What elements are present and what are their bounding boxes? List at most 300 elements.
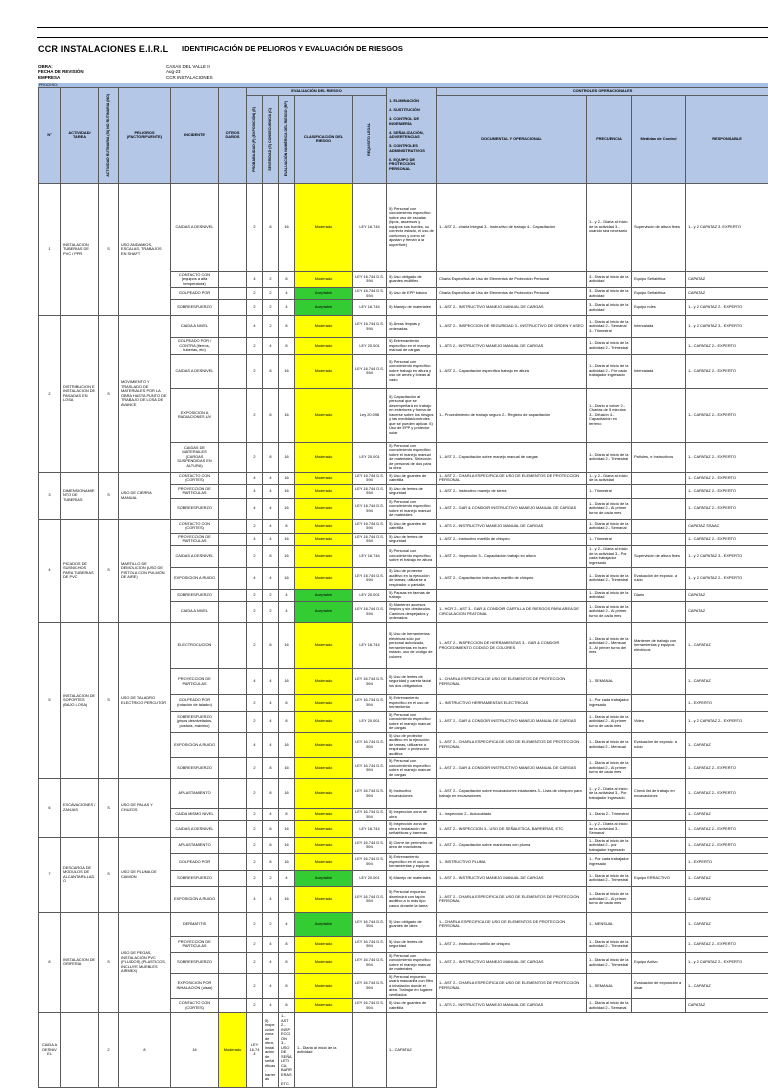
risk-matrix-table bbox=[38, 87, 768, 623]
control-measures-cell bbox=[632, 821, 686, 838]
probability-cell: 4 bbox=[247, 732, 263, 758]
risk-score-cell: 16 bbox=[279, 442, 295, 472]
probability-cell: 4 bbox=[247, 886, 263, 912]
legal-requirement-cell: LEY 20.001 bbox=[353, 589, 387, 601]
activity-cell: INSTALACION DE GRIFERIA bbox=[61, 912, 99, 1013]
other-damage-cell bbox=[219, 338, 247, 355]
frequency-cell: 1.- MENSUAL bbox=[587, 912, 632, 936]
control-measures-cell bbox=[632, 338, 686, 355]
probability-cell: 2 bbox=[247, 936, 263, 952]
control-measures-cell bbox=[632, 837, 686, 854]
other-damage-cell bbox=[219, 288, 247, 300]
operational-control-cell: 1.- AST 2.- INSTRUCTIVO MANEJO MANUAL DE CARGAS bbox=[437, 870, 587, 886]
responsible-cell: 1.- CAPATAZ 2.- EXPERTO bbox=[686, 472, 768, 484]
severity-cell: 4 bbox=[263, 999, 279, 1013]
operational-control-cell: 1.- AST 2.- GAR & CONDOIR INSTRUCTIVO MANEJO MANUAL DE CARGAS bbox=[437, 758, 587, 779]
info-value: CCR INSTALACIONES bbox=[166, 75, 213, 80]
incident-cell: CONTACTO CON (equipos a alta temperatura) bbox=[171, 271, 219, 288]
row-number: 6 bbox=[39, 779, 61, 838]
other-damage-cell bbox=[219, 498, 247, 519]
risk-class-cell: Aceptable bbox=[295, 912, 353, 936]
probability-cell: 2 bbox=[247, 354, 263, 388]
row-number: 5 bbox=[39, 623, 61, 779]
hierarchy-control-cell: 5) Cierre de perímetro de área de maniobras bbox=[387, 837, 437, 854]
incident-cell: EXPOSICION POR INHALACION (olsar) bbox=[171, 973, 219, 999]
frequency-cell: 1.- Por cada trabajador ingresado bbox=[587, 695, 632, 712]
risk-score-cell: 16 bbox=[279, 484, 295, 498]
col-jerarquia bbox=[387, 88, 437, 184]
legal-requirement-cell: Ley 20.096 bbox=[353, 388, 387, 442]
probability-cell: 2 bbox=[247, 912, 263, 936]
incident-cell: CONTACTO CON (CORTES) bbox=[171, 519, 219, 533]
risk-class-cell: Moderado bbox=[295, 338, 353, 355]
col-rutinaria-label: ACTIVIDAD RUTINARIA (SI) NO RUTINARIA (NO) bbox=[106, 94, 111, 177]
risk-score-cell: 16 bbox=[279, 623, 295, 669]
operational-control-cell: 1.- AST 2.- instructivo martillo de chispeo bbox=[437, 533, 587, 545]
other-damage-cell bbox=[219, 695, 247, 712]
operational-control-cell: 1.- AST 2.- INSPECCION DE SEGURIDAD 3.- INSTRUCTIVO DE ORDEN Y ASEO bbox=[437, 316, 587, 338]
control-measures-cell bbox=[632, 669, 686, 695]
severity-cell: 4 bbox=[263, 952, 279, 973]
other-damage-cell bbox=[219, 589, 247, 601]
operational-control-cell: 1.- ATS 2.- INSTRUCTIVO MANEJO MANUAL DE CARGAS bbox=[437, 999, 587, 1013]
probability-cell: 2 bbox=[247, 388, 263, 442]
legal-requirement-cell: LEY 16.744 D.S. 594 bbox=[353, 288, 387, 300]
frequency-cell: 1.- SEMANAL bbox=[587, 973, 632, 999]
hierarchy-control-cell: 5) Uso de guantes de cabritilla bbox=[387, 519, 437, 533]
risk-class-cell: Moderado bbox=[295, 837, 353, 854]
hazard-cell: USO DE CIERRA MANUAL bbox=[119, 472, 171, 519]
col-medidas: Medidas de Control bbox=[632, 95, 686, 183]
risk-score-cell: 4 bbox=[279, 300, 295, 316]
operational-control-cell: 1.- INSTRUCTIVO PLUMA bbox=[437, 854, 587, 871]
risk-score-cell: 16 bbox=[279, 472, 295, 484]
responsible-cell: 1.- CAPATAZ 2.- EXPERTO bbox=[686, 821, 768, 838]
responsible-cell: 1.- CAPATAZ 2.- EXPERTO bbox=[686, 936, 768, 952]
other-damage-cell bbox=[219, 886, 247, 912]
probability-cell: 4 bbox=[247, 669, 263, 695]
risk-class-cell: Moderado bbox=[295, 809, 353, 821]
responsible-cell: 1.- CAPATAZ 2.- EXPERTO bbox=[686, 533, 768, 545]
row-number: 4 bbox=[39, 519, 61, 622]
incident-cell: PROYECCION DE PARTICULAS bbox=[171, 484, 219, 498]
control-measures-cell bbox=[632, 472, 686, 484]
frequency-cell: 1.- Diaria al inicio de la actividad 2.- Trimestral bbox=[587, 936, 632, 952]
probability-cell: 2 bbox=[247, 623, 263, 669]
hierarchy-control-cell: 5) Uso obligado de guantes multiflex bbox=[387, 271, 437, 288]
responsible-cell: 1.- y 2 CAPATAZ 3.- EXPERTO bbox=[686, 545, 768, 567]
risk-score-cell: 16 bbox=[171, 1013, 219, 1088]
incident-cell: CONTACTO CON (CORTES) bbox=[171, 999, 219, 1013]
legal-requirement-cell: LEY 16.744 D.S. 594 bbox=[353, 316, 387, 338]
responsible-cell: CAPATAZ bbox=[686, 601, 768, 622]
legal-requirement-cell: LEY 16.744 D.S. 594 bbox=[353, 758, 387, 779]
operational-control-cell: 1.- AST 2.- INSPECCION 3.- USO DE SEÑALETICA, BARRERAS, ETC. bbox=[437, 821, 587, 838]
responsible-cell: 1.- CAPATAZ bbox=[686, 809, 768, 821]
control-measures-cell bbox=[632, 388, 686, 442]
routine-cell: S bbox=[99, 779, 119, 838]
operational-control-cell: 1.- AST 2.- Capacitación instructivo martillo de chispeo bbox=[437, 567, 587, 589]
activity-cell: EXCAVACIONES / ZANJAS bbox=[61, 779, 99, 838]
hazard-cell: MOVIMIENTO Y TRASLADO DE MATERIALES POR LA OBRA HASTA PUNTO DE TRABAJO DE LOSA DE AVANCE bbox=[119, 316, 171, 473]
routine-cell: S bbox=[99, 472, 119, 519]
control-measures-cell bbox=[632, 758, 686, 779]
probability-cell: 2 bbox=[247, 952, 263, 973]
operational-control-cell: 1.- AST 2.- CHARLA ESPECIFICA DE USO DE ELEMENTOS DE PROTECCION PERSONAL bbox=[437, 973, 587, 999]
hierarchy-item: 2. SUSTITUCIÓN bbox=[389, 108, 434, 113]
risk-score-cell: 16 bbox=[279, 854, 295, 871]
hierarchy-control-cell: 5) Inspección zona de obra bbox=[387, 809, 437, 821]
risk-class-cell: Moderado bbox=[295, 484, 353, 498]
legal-requirement-cell: LEY 16.744 bbox=[353, 300, 387, 316]
hierarchy-control-cell: 5) Personal con conocimiento específico sobre el trabajo en altura bbox=[387, 545, 437, 567]
severity-cell: 4 bbox=[263, 809, 279, 821]
control-measures-cell: Intercalada bbox=[632, 316, 686, 338]
legal-requirement-cell: LEY 16.744 D.S. 594 bbox=[353, 999, 387, 1013]
severity-cell: 8 bbox=[263, 779, 279, 809]
risk-class-cell: Moderado bbox=[295, 695, 353, 712]
legal-requirement-cell: LEY 16.744 bbox=[353, 821, 387, 838]
legal-requirement-cell: LEY 16.744 D.S. 594 bbox=[353, 498, 387, 519]
col-severidad-label: SEVERIDAD (S) CONSECUENCIA (C) bbox=[268, 108, 273, 171]
other-damage-cell bbox=[219, 854, 247, 871]
probability-cell: 2 bbox=[247, 589, 263, 601]
hierarchy-control-cell: 5) Uso de lentes de seguridad bbox=[387, 533, 437, 545]
legal-requirement-cell: LEY 16.744 D.S. 594 bbox=[353, 854, 387, 871]
operational-control-cell: 1.- AST 2.- CHARLA ESPECIFICA DE USO DE ELEMENTOS DE PROTECCION PERSONAL bbox=[437, 732, 587, 758]
hierarchy-item: 6. EQUIPO DE PROTECCIÓN PERSONAL bbox=[389, 158, 434, 172]
incident-cell: SOBREESFUERZO bbox=[171, 952, 219, 973]
operational-control-cell: 1.- AST 2.- CHARLA ESPECIFICA DE USO DE ELEMENTOS DE PROTECCION PERSONAL bbox=[437, 472, 587, 484]
responsible-cell: 1.- CAPATAZ bbox=[686, 623, 768, 669]
frequency-cell: 1.- Diaria al inicio de la actividad 2.- Por cada trabajador ingresado bbox=[587, 354, 632, 388]
row-number: 2 bbox=[39, 316, 61, 473]
incident-cell: ELECTROCUCION bbox=[171, 623, 219, 669]
other-damage-cell bbox=[219, 952, 247, 973]
severity-cell: 8 bbox=[263, 442, 279, 472]
hierarchy-control-cell: 5) Uso obligado de guantes de látex bbox=[387, 912, 437, 936]
severity-cell: 4 bbox=[263, 484, 279, 498]
severity-cell: 4 bbox=[263, 472, 279, 484]
col-probabilidad-label: PROBABILIDAD (P) (EXPOSICIÓN) (E) bbox=[252, 107, 257, 172]
risk-score-cell: 16 bbox=[279, 567, 295, 589]
probability-cell: 4 bbox=[247, 484, 263, 498]
table-row bbox=[39, 316, 768, 338]
legal-requirement-cell: LEY 16.744 D.S. 594 bbox=[353, 354, 387, 388]
hazard-cell: USO DE PLUMA DE CAMION bbox=[119, 837, 171, 912]
control-measures-cell: Evaluación de exposic. a ruido bbox=[632, 567, 686, 589]
other-damage-cell bbox=[219, 870, 247, 886]
row-number: 8 bbox=[39, 912, 61, 1013]
control-measures-cell: Equipo Activo bbox=[632, 952, 686, 973]
routine-cell: S bbox=[99, 183, 119, 316]
risk-class-cell: Moderado bbox=[295, 973, 353, 999]
row-number: 7 bbox=[39, 837, 61, 912]
document-info bbox=[38, 64, 213, 80]
col-actividad: ACTIVIDAD/ TAREA bbox=[61, 88, 99, 184]
table-row bbox=[39, 779, 768, 809]
hierarchy-control-cell: 5) Manejo de materiales bbox=[387, 300, 437, 316]
frequency-cell: 1.- Diaria al inicio de la actividad 2.- Mensual 3.- Al primer turno del mes bbox=[587, 623, 632, 669]
control-measures-cell bbox=[632, 519, 686, 533]
col-documental: DOCUMENTAL Y OPERACIONAL bbox=[437, 95, 587, 183]
other-damage-cell bbox=[219, 354, 247, 388]
probability-cell: 4 bbox=[247, 567, 263, 589]
col-eval-numerica-label: EVALUACIÓN NUMÉRICA DEL RIESGO (RP) bbox=[284, 101, 289, 176]
frequency-cell: 1.- Diaria al inicio de la actividad 2.- Al primer turno de cada mes bbox=[587, 711, 632, 732]
hierarchy-control-cell: 5) Personal con conocimiento específico sobre el manejo manual de cargas bbox=[387, 758, 437, 779]
frequency-cell: 1.- Diaria al inicio de la actividad 2.- Trimestral bbox=[587, 338, 632, 355]
legal-requirement-cell: LEY 16.744 D.S. 594 bbox=[353, 533, 387, 545]
risk-score-cell: 16 bbox=[279, 669, 295, 695]
hazard-cell: MARTILLO DE DEMOLICION (USO DE PISTOLA CON PULMÓN DE AIRE) bbox=[119, 519, 171, 622]
probability-cell: 2 bbox=[247, 854, 263, 871]
responsible-cell: 1.- CAPATAZ 2.- EXPERTO bbox=[686, 758, 768, 779]
incident-cell: CAIDA MISMO NIVEL bbox=[171, 809, 219, 821]
frequency-cell: 1.- y 2.- Diaria al inicio de la actividad 3.- Por trabajador ingresado bbox=[587, 779, 632, 809]
other-damage-cell bbox=[219, 316, 247, 338]
probability-cell: 2 bbox=[247, 779, 263, 809]
probability-cell: 2 bbox=[247, 519, 263, 533]
col-num: N° bbox=[39, 88, 61, 184]
frequency-cell: 3.- Diaria al inicio de la actividad bbox=[587, 288, 632, 300]
legal-requirement-cell: LEY 20.001 bbox=[353, 711, 387, 732]
responsible-cell: CAPATAZ bbox=[686, 288, 768, 300]
hierarchy-control-cell: 5) Personal con conocimiento específico sobre trabajo en altura y uso de arnés y líneas al vado bbox=[387, 354, 437, 388]
other-damage-cell bbox=[219, 519, 247, 533]
responsible-cell: CAPATAZ bbox=[686, 999, 768, 1013]
probability-cell: 2 bbox=[247, 711, 263, 732]
table-row bbox=[39, 183, 768, 271]
probability-cell: 4 bbox=[247, 498, 263, 519]
severity-cell: 2 bbox=[263, 912, 279, 936]
severity-cell: 2 bbox=[263, 316, 279, 338]
legal-requirement-cell: LEY 16.744 bbox=[353, 183, 387, 271]
responsible-cell: 1.- CAPATAZ bbox=[387, 1013, 437, 1088]
risk-score-cell: 8 bbox=[279, 952, 295, 973]
risk-class-cell: Moderado bbox=[295, 999, 353, 1013]
hierarchy-control-cell: 5) Instructivo excavaciones bbox=[387, 779, 437, 809]
row-number: 1 bbox=[39, 183, 61, 316]
risk-class-cell: Moderado bbox=[295, 183, 353, 271]
hierarchy-control-cell: 5) Mantener accesos limpios y sin obstáculos. Caminos despejados y ordenados bbox=[387, 601, 437, 622]
control-measures-cell: Supervisión de altura fines bbox=[632, 545, 686, 567]
hierarchy-item: 3. CONTROL DE INGENIERÍA bbox=[389, 117, 434, 126]
risk-class-cell: Moderado bbox=[295, 567, 353, 589]
hierarchy-item: 5. CONTROLES ADMINISTRATIVOS bbox=[389, 144, 434, 153]
probability-cell: 4 bbox=[247, 271, 263, 288]
legal-requirement-cell: LEY 16.744 D.S. 594 bbox=[353, 732, 387, 758]
probability-cell: 2 bbox=[247, 999, 263, 1013]
control-measures-cell: Diario bbox=[632, 589, 686, 601]
responsible-cell: 1.- CAPATAZ 2.- EXPERTO bbox=[686, 338, 768, 355]
control-measures-cell bbox=[632, 695, 686, 712]
frequency-cell: 1.- Diaria al inicio de la actividad 2.- Al primer turno de cada mes bbox=[587, 498, 632, 519]
hierarchy-control-cell: 5) Uso de protector auditivo en la ejecución de tareas, utilizarse a respirador o protección auditiva bbox=[387, 732, 437, 758]
control-measures-cell: Evaluación de exposición a olsar bbox=[632, 973, 686, 999]
operational-control-cell: 1.- AST 2.- Capacitación sobre excavaciones insaturales 3.- Lista de chequeo para trabajo en excavaciones bbox=[437, 779, 587, 809]
responsible-cell: 1.- CAPATAZ 2.- EXPERTO bbox=[686, 388, 768, 442]
hierarchy-control-cell: 5) Entrenamiento específico en el uso de herramientas y equipos bbox=[387, 854, 437, 871]
col-rutinaria bbox=[99, 88, 119, 184]
severity-cell: 4 bbox=[263, 338, 279, 355]
routine-cell: S bbox=[99, 837, 119, 912]
incident-cell: CAIDAS A DESNIVEL bbox=[171, 183, 219, 271]
other-damage-cell bbox=[219, 837, 247, 854]
frequency-cell: 1.- Diaria 2.- Trimestral bbox=[587, 809, 632, 821]
legal-requirement-cell: LEY 20.001 bbox=[353, 338, 387, 355]
risk-class-cell: Aceptable bbox=[295, 288, 353, 300]
legal-requirement-cell: LEY 16.744 D.S. 594 bbox=[353, 809, 387, 821]
risk-score-cell: 16 bbox=[279, 821, 295, 838]
other-damage-cell bbox=[219, 999, 247, 1013]
responsible-cell: CAPATAZ SSAAC bbox=[686, 519, 768, 533]
responsible-cell: 1.- y 2 CAPATAZ 2.- EXPERTO bbox=[686, 711, 768, 732]
responsible-cell: 1.- CAPATAZ 2.- EXPERTO bbox=[686, 442, 768, 472]
table-row bbox=[39, 472, 768, 484]
control-measures-cell: Evaluación de exposic. a ruido bbox=[632, 732, 686, 758]
operational-control-cell: 1.- CHARLA ESPECIFICA DE USO DE ELEMENTOS DE PROTECCION PERSONAL bbox=[437, 669, 587, 695]
legal-requirement-cell: LEY 16.744 D.S. 594 bbox=[353, 519, 387, 533]
hazard-cell: USO DE PALAS Y CHUZOS bbox=[119, 779, 171, 838]
risk-score-cell: 8 bbox=[279, 338, 295, 355]
other-damage-cell bbox=[219, 912, 247, 936]
incident-cell: APLASTAMIENTO bbox=[171, 837, 219, 854]
other-damage-cell bbox=[219, 183, 247, 271]
operational-control-cell: Charla Específica de Uso de Elementos de Protección Personal bbox=[437, 288, 587, 300]
severity-cell: 8 bbox=[263, 758, 279, 779]
col-peligros: PELIGROS (FACTOR/FUENTE) bbox=[119, 88, 171, 184]
col-responsable: RESPONSABLE bbox=[686, 95, 768, 183]
hierarchy-control-cell: 5) Manejo de materiales bbox=[387, 870, 437, 886]
risk-score-cell: 8 bbox=[279, 973, 295, 999]
risk-class-cell: Moderado bbox=[295, 936, 353, 952]
severity-cell: 2 bbox=[263, 271, 279, 288]
severity-cell: 4 bbox=[263, 669, 279, 695]
responsible-cell: CAPATAZ bbox=[686, 589, 768, 601]
risk-class-cell: Moderado bbox=[295, 732, 353, 758]
risk-class-cell: Moderado bbox=[295, 533, 353, 545]
incident-cell: APLASTAMIENTO bbox=[171, 779, 219, 809]
info-label: OBRA: bbox=[38, 64, 166, 69]
control-measures-cell bbox=[632, 854, 686, 871]
hierarchy-control-cell: 5) Uso de lentes de seguridad bbox=[387, 936, 437, 952]
risk-matrix-table-continued bbox=[38, 622, 768, 1088]
table-row bbox=[39, 837, 768, 854]
severity-cell: 4 bbox=[263, 886, 279, 912]
frequency-cell: 3.- Diaria al inicio de la actividad bbox=[587, 300, 632, 316]
col-requisito-label: REQUISITO LEGAL bbox=[367, 123, 372, 156]
frequency-cell: 1.- Diaria al inicio de la actividad 2.- Semanal bbox=[587, 519, 632, 533]
company-name: CCR INSTALACIONES E.I.R.L bbox=[38, 44, 168, 54]
risk-score-cell: 16 bbox=[279, 779, 295, 809]
risk-class-cell: Moderado bbox=[295, 886, 353, 912]
operational-control-cell: 1.- AST 2.- Capacitación sobre maniobras con pluma bbox=[437, 837, 587, 854]
frequency-cell: 1.- Diaria al inicio de la actividad 2.- Mensual bbox=[587, 732, 632, 758]
incident-cell: CAIDAS A DESNIVEL bbox=[171, 354, 219, 388]
incident-cell: GOLPEADO POR (rotación de taladro) bbox=[171, 695, 219, 712]
other-damage-cell bbox=[219, 623, 247, 669]
risk-score-cell: 16 bbox=[279, 886, 295, 912]
incident-cell: PROYECCION DE PARTICULAS bbox=[171, 533, 219, 545]
risk-class-cell: Moderado bbox=[295, 271, 353, 288]
control-measures-cell bbox=[632, 999, 686, 1013]
operational-control-cell: 1.- AST 2.- INSPECCION DE HERRAMIENTAS 3.- GAR & CONDOIR PROCEDIMIENTO CODIGO DE COLORES bbox=[437, 623, 587, 669]
incident-cell: SOBREESFUERZO bbox=[171, 589, 219, 601]
control-measures-cell bbox=[632, 498, 686, 519]
probability-cell: 2 bbox=[247, 545, 263, 567]
risk-class-cell: Moderado bbox=[295, 854, 353, 871]
incident-cell: SOBREESFUERZO bbox=[171, 758, 219, 779]
control-measures-cell: Pañoles, e Instructivos bbox=[632, 442, 686, 472]
operational-control-cell: 1.- INSTRUCTIVO HERRAMIENTAS ELECTRICAS bbox=[437, 695, 587, 712]
risk-class-cell: Moderado bbox=[295, 821, 353, 838]
incident-cell: CAIDAS A DESNIVEL bbox=[171, 821, 219, 838]
incident-cell: GOLPEADO POR / CONTRA (fierros, tuberias, etc) bbox=[171, 338, 219, 355]
legal-requirement-cell: LEY 16.744 bbox=[247, 1013, 263, 1088]
risk-score-cell: 4 bbox=[279, 601, 295, 622]
hierarchy-control-cell: 5) Áreas limpias y ordenadas bbox=[387, 316, 437, 338]
other-damage-cell bbox=[219, 388, 247, 442]
operational-control-cell: 1.- AST 2.- Capacitación sobre manejo manual de cargas bbox=[437, 442, 587, 472]
control-measures-cell: Equipo roles bbox=[632, 300, 686, 316]
control-measures-cell: Intercalada bbox=[632, 354, 686, 388]
other-damage-cell bbox=[219, 271, 247, 288]
operational-control-cell bbox=[437, 589, 587, 601]
hazard-cell: USO ANDAMIOS, ESCALAS, TRABAJOS EN SHAFT bbox=[119, 183, 171, 316]
other-damage-cell bbox=[219, 973, 247, 999]
risk-class-cell: Moderado bbox=[219, 1013, 247, 1088]
other-damage-cell bbox=[219, 300, 247, 316]
other-damage-cell bbox=[219, 442, 247, 472]
severity-cell: 4 bbox=[263, 567, 279, 589]
severity-cell: 8 bbox=[263, 837, 279, 854]
responsible-cell: 1.- EXPERTO bbox=[686, 695, 768, 712]
col-incidente: INCIDENTE bbox=[171, 88, 219, 184]
activity-cell: PICADOS DE SUSNICHOS PARA TUBERIAS DE PVC bbox=[61, 519, 99, 622]
control-measures-cell bbox=[632, 484, 686, 498]
risk-score-cell: 16 bbox=[279, 183, 295, 271]
severity-cell: 4 bbox=[263, 498, 279, 519]
responsible-cell: 1.- EXPERTO bbox=[686, 854, 768, 871]
incident-cell: SOBREESFUERZO bbox=[171, 870, 219, 886]
hierarchy-control-cell: 5) Personal con conocimiento específico sobre el manejo manual de cargas bbox=[387, 711, 437, 732]
document-page-2 bbox=[0, 618, 768, 1024]
responsible-cell: 1.- y 2 CAPATAZ 3. EXPERTO bbox=[686, 183, 768, 271]
routine-cell: S bbox=[99, 519, 119, 622]
activity-cell: DIMENSIONAMIENTO DE TUBERIAS bbox=[61, 472, 99, 519]
operational-control-cell: 1.- AST 2.- charla integral 3.- Instructivo de trabajo 4.- Capacitación bbox=[437, 183, 587, 271]
frequency-cell: 1.- SEMANAL bbox=[587, 669, 632, 695]
risk-class-cell: Moderado bbox=[295, 623, 353, 669]
incident-cell: EXPOSICION A RADIACIONES UV bbox=[171, 388, 219, 442]
severity-cell: 8 bbox=[263, 821, 279, 838]
risk-score-cell: 16 bbox=[279, 837, 295, 854]
routine-cell: S bbox=[99, 316, 119, 473]
legal-requirement-cell: LEY 16.744 D.S. 594 bbox=[353, 952, 387, 973]
responsible-cell: 1.- CAPATAZ 2.- EXPERTO bbox=[686, 484, 768, 498]
probability-cell: 2 bbox=[247, 809, 263, 821]
incident-cell: CAIDA A NIVEL bbox=[171, 316, 219, 338]
frequency-cell: 1.- Diario a volver 2.- Charlas de 5 minutos 3.- Difusión 4.- Capacitación en terreno bbox=[587, 388, 632, 442]
hazard-cell: USO DE PEGAS, INSTALACIÓN PVC (FLUIDOS) (PLASTICOS, INCLUYE MUEBLES AIRMEX) bbox=[119, 912, 171, 1013]
control-measures-cell: Supervisión de altura fines bbox=[632, 183, 686, 271]
risk-class-cell: Moderado bbox=[295, 316, 353, 338]
hierarchy-control-cell: 5) Uso de herramientas eléctricas sólo por personal autorizado, herramientas en buen estado, uso de código de colores bbox=[387, 623, 437, 669]
operational-control-cell: 1.- Procedimiento de trabajo seguro 2.- Registro de capacitación bbox=[437, 388, 587, 442]
severity-cell: 4 bbox=[263, 533, 279, 545]
probability-cell: 2 bbox=[247, 973, 263, 999]
